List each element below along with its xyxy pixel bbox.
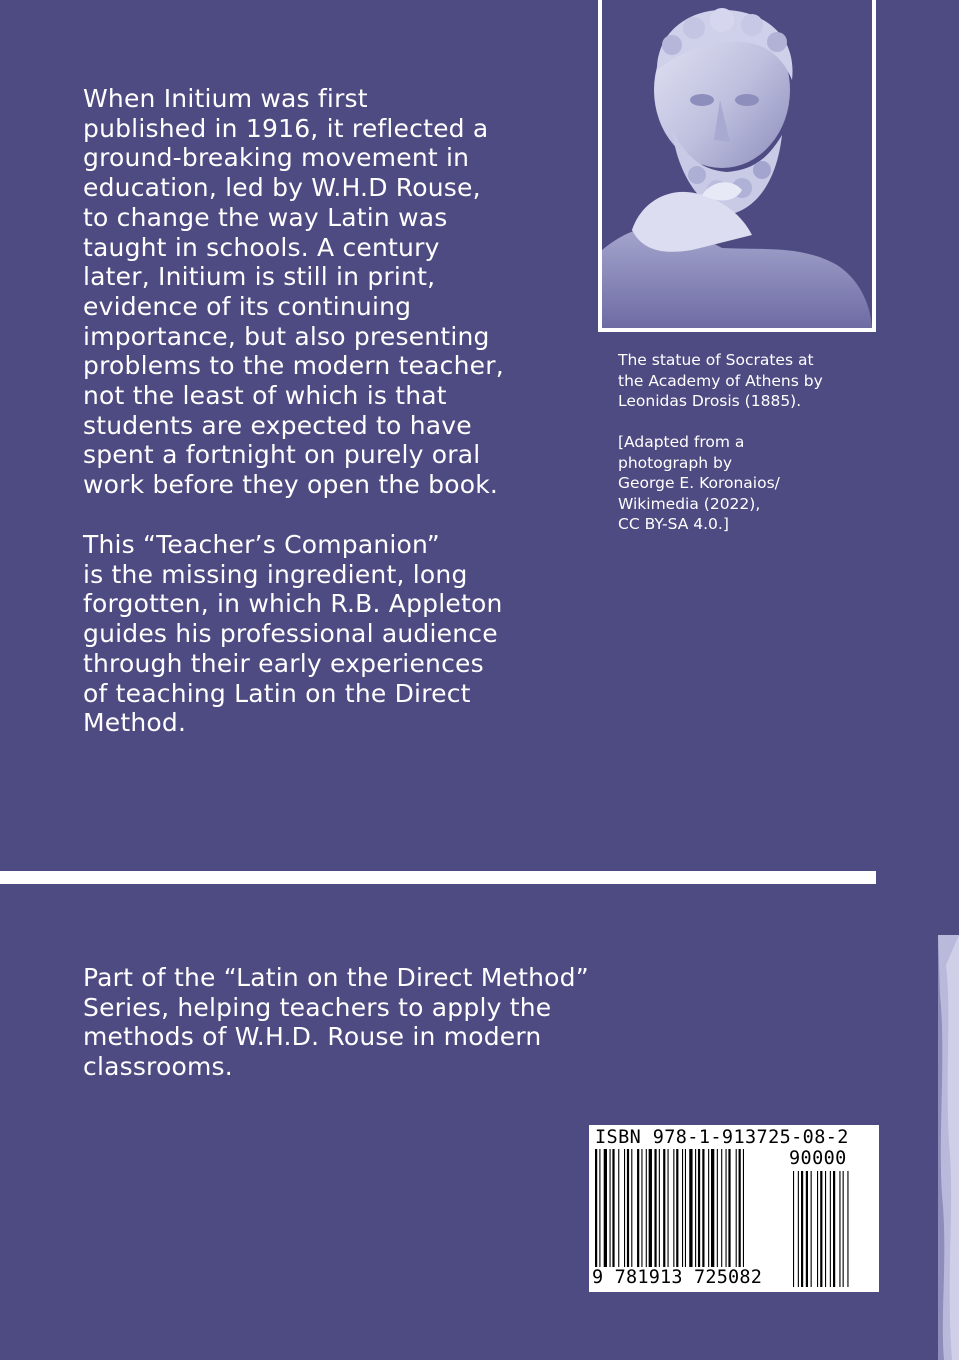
photo-credit: [Adapted from a photograph by George E. Koronaios/ Wikimedia (2022), CC BY-SA 4.0.] [618, 433, 780, 533]
isbn-barcode [589, 1125, 879, 1292]
statue-image [602, 0, 872, 328]
series-note: Part of the “Latin on the Direct Method” Series, helping teachers to apply the methods of W.H.D. Rouse in modern classrooms. [83, 963, 589, 1082]
divider-bar [0, 871, 876, 884]
blurb-paragraph-2: This “Teacher’s Companion” is the missing ingredient, long forgotten, in which R.B. Appleton guides his professional audience through their early experiences of teaching Latin on the Direct Method. [83, 530, 503, 738]
photo-caption: The statue of Socrates at the Academy of Athens by Leonidas Drosis (1885). [618, 351, 823, 410]
socrates-statue-photo [598, 0, 876, 332]
spine-edge-image [938, 935, 959, 1360]
isbn-label: ISBN 978-1-913725-08-2 [595, 1127, 849, 1148]
ean-digits: 9 781913 725082 [592, 1267, 763, 1288]
blurb-paragraph-1: When Initium was first published in 1916, it reflected a ground-breaking movement in education, led by W.H.D Rouse, to change the way Latin was taught in schools. A century later, Initium is still in print, evidence of its continuing importance, but also presenting problems to the modern teacher, not the least of which is that students are expected to have spent a fortnight on purely oral work before they open the book. [83, 84, 504, 500]
price-code: 90000 [789, 1148, 847, 1169]
